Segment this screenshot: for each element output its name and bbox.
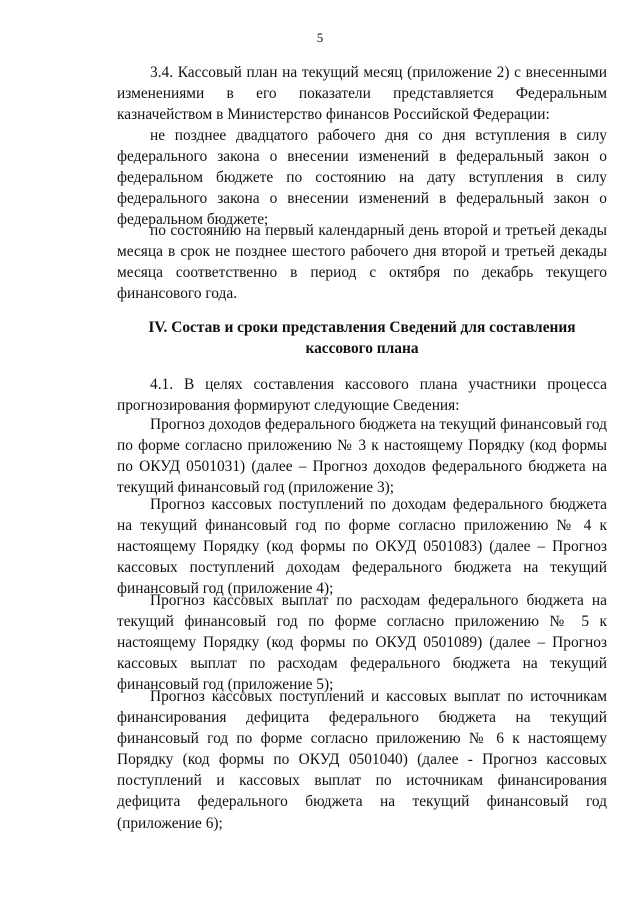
paragraph-forecast-receipts: Прогноз кассовых поступлений по доходам федерального бюджета на текущий финансовый год по форме согласно приложению № 4 к настоящему Порядку (код формы по ОКУД 0501083) (далее – Прогноз кассовых поступлений доходам федерального бюджета на текущий финансовый год (приложение 4); — [117, 496, 607, 598]
paragraph-deadline-1: не позднее двадцатого рабочего дня со дня вступления в силу федерального закона о внесении изменений в федеральный закон о федеральном бюджете по состоянию на дату вступления в силу федерального закона о внесении изменений в федеральный закон о федеральном бюджете; — [117, 127, 607, 229]
section-4-heading-line-2: кассового плана — [305, 340, 419, 358]
paragraph-forecast-deficit: Прогноз кассовых поступлений и кассовых выплат по источникам финансирования дефицита федерального бюджета на текущий финансовый год по форме согласно приложению № 6 к настоящему Порядку (код формы по ОКУД 0501040) (далее - Прогноз кассовых поступлений и кассовых выплат по источникам финансирования дефицита федерального бюджета на текущий финансовый год (приложение 6); — [117, 688, 607, 832]
page-number: 5 — [316, 30, 324, 45]
section-4-heading-line-1: IV. Состав и сроки представления Сведений для составления — [148, 319, 576, 336]
paragraph-forecast-payments: Прогноз кассовых выплат по расходам федерального бюджета на текущий финансовый год по форме согласно приложению № 5 к настоящему Порядку (код формы по ОКУД 0501089) (далее – Прогноз кассовых выплат по расходам федерального бюджета на текущий финансовый год (приложение 5); — [117, 592, 607, 694]
paragraph-forecast-income: Прогноз доходов федерального бюджета на текущий финансовый год по форме согласно приложению № 3 к настоящему Порядку (код формы по ОКУД 0501031) (далее – Прогноз доходов федерального бюджета на текущий финансовый год (приложение 3); — [117, 416, 607, 497]
paragraph-3-4: 3.4. Кассовый план на текущий месяц (приложение 2) с внесенными изменениями в его показатели представляется Федеральным казначейством в Министерство финансов Российской Федерации: — [117, 64, 607, 124]
section-4-heading — [117, 317, 607, 359]
paragraph-deadline-2: по состоянию на первый календарный день второй и третьей декады месяца в срок не позднее шестого рабочего дня второй и третьей декады месяца соответственно в период с октября по декабрь текущего финансового года. — [117, 222, 607, 303]
paragraph-4-1: 4.1. В целях составления кассового плана участники процесса прогнозирования формируют следующие Сведения: — [117, 376, 607, 415]
